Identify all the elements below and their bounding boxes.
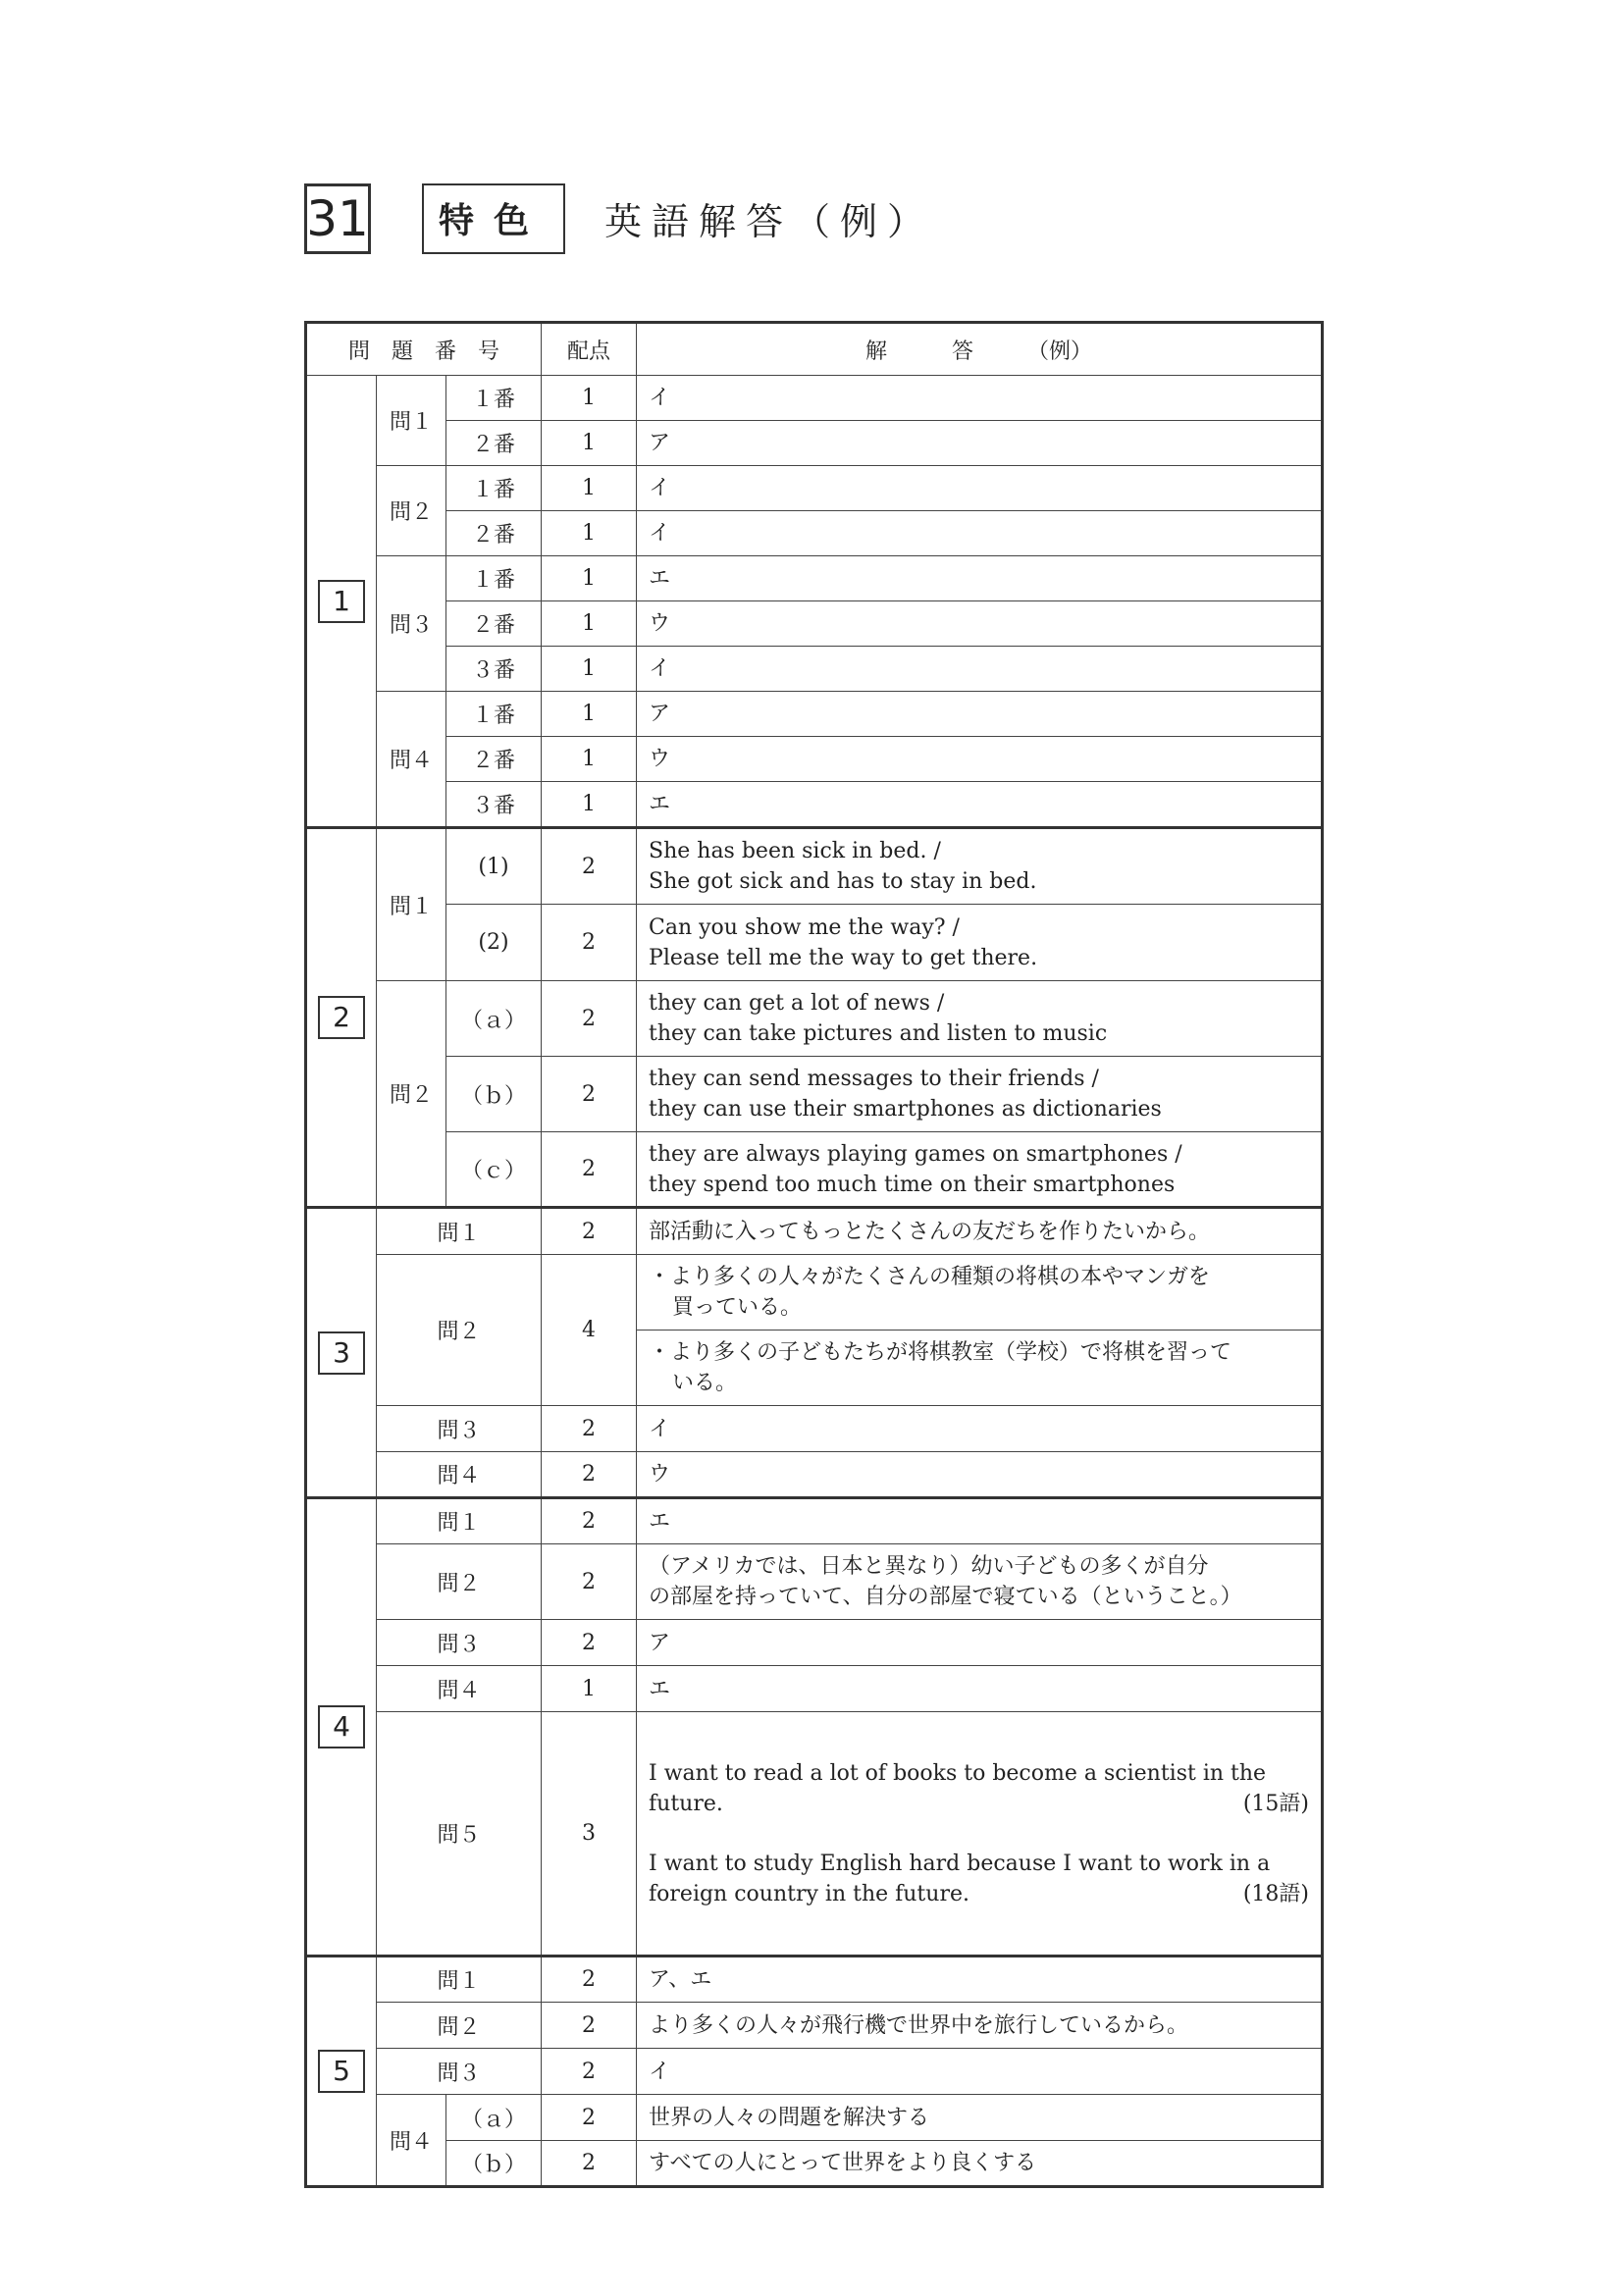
table-row <box>306 1620 1323 1666</box>
answer-cell: ア <box>637 1620 1323 1666</box>
question-label: 問４ <box>377 692 446 828</box>
sub-number: ２番 <box>446 601 542 647</box>
answer-cell: イ <box>637 466 1323 511</box>
points-cell: 3 <box>542 1712 637 1957</box>
table-row <box>306 466 1323 511</box>
answer-cell: ア <box>637 692 1323 737</box>
sub-number: （ａ） <box>446 981 542 1057</box>
points-cell: 1 <box>542 692 637 737</box>
table-row <box>306 1255 1323 1331</box>
points-cell: 1 <box>542 601 637 647</box>
sub-number: (1) <box>446 828 542 905</box>
points-cell: 1 <box>542 466 637 511</box>
points-cell: 1 <box>542 556 637 601</box>
sub-number: （ｃ） <box>446 1132 542 1208</box>
page-header <box>304 182 934 255</box>
question-label: 問１ <box>377 1498 542 1544</box>
answer-cell: ウ <box>637 737 1323 782</box>
table-row <box>306 782 1323 828</box>
question-label: 問２ <box>377 1255 542 1406</box>
table-row <box>306 1712 1323 1957</box>
word-count: (18語) <box>1242 1881 1309 1906</box>
question-label: 問２ <box>377 2003 542 2049</box>
points-cell: 1 <box>542 737 637 782</box>
sub-number: ２番 <box>446 511 542 556</box>
question-label: 問３ <box>377 1406 542 1452</box>
points-cell: 2 <box>542 1544 637 1620</box>
answer-cell: （アメリカでは、日本と異なり）幼い子どもの多くが自分 の部屋を持っていて、自分の部屋で寝ている（ということ。） <box>637 1544 1323 1620</box>
question-label: 問１ <box>377 1957 542 2003</box>
points-cell: 2 <box>542 1957 637 2003</box>
answer-cell: エ <box>637 1666 1323 1712</box>
answer-cell: イ <box>637 2049 1323 2095</box>
points-cell: 2 <box>542 981 637 1057</box>
page-number-box: 31 <box>304 183 371 254</box>
sub-number: (2) <box>446 905 542 981</box>
example-answer-2: I want to study English hard because I want to work in a foreign country in the future. (18語) <box>649 1849 1309 1909</box>
answer-cell: 部活動に入ってもっとたくさんの友だちを作りたいから。 <box>637 1208 1323 1255</box>
points-cell: 1 <box>542 782 637 828</box>
section-3-label: 3 <box>306 1208 377 1498</box>
points-cell: 2 <box>542 1452 637 1498</box>
table-row <box>306 2003 1323 2049</box>
header-answer: 解 答 （例） <box>637 323 1323 376</box>
question-label: 問４ <box>377 1666 542 1712</box>
table-header-row <box>306 323 1323 376</box>
sub-number: １番 <box>446 466 542 511</box>
page-title: 英語解答（例） <box>604 200 935 243</box>
sub-number: （ａ） <box>446 2095 542 2141</box>
table-row <box>306 1057 1323 1132</box>
answer-cell: イ <box>637 376 1323 421</box>
question-label: 問５ <box>377 1712 542 1957</box>
answer-cell: イ <box>637 647 1323 692</box>
table-row <box>306 2049 1323 2095</box>
points-cell: 2 <box>542 1208 637 1255</box>
sub-number: ２番 <box>446 737 542 782</box>
table-row <box>306 1406 1323 1452</box>
points-cell: 2 <box>542 905 637 981</box>
table-row <box>306 1544 1323 1620</box>
sub-number: １番 <box>446 556 542 601</box>
header-question-number: 問 題 番 号 <box>306 323 542 376</box>
points-cell: 2 <box>542 2003 637 2049</box>
answer-cell: ウ <box>637 1452 1323 1498</box>
question-label: 問１ <box>377 376 446 466</box>
points-cell: 2 <box>542 2141 637 2187</box>
points-cell: 1 <box>542 1666 637 1712</box>
answer-cell: ウ <box>637 601 1323 647</box>
answer-cell: they are always playing games on smartphones / they spend too much time on their smartphones <box>637 1132 1323 1208</box>
table-row <box>306 1666 1323 1712</box>
answer-cell: Can you show me the way? / Please tell me the way to get there. <box>637 905 1323 981</box>
table-row <box>306 511 1323 556</box>
table-row <box>306 2141 1323 2187</box>
table-row <box>306 1208 1323 1255</box>
sub-number: １番 <box>446 376 542 421</box>
table-row <box>306 1957 1323 2003</box>
points-cell: 2 <box>542 1057 637 1132</box>
section-5-label: 5 <box>306 1957 377 2187</box>
question-label: 問４ <box>377 1452 542 1498</box>
table-row <box>306 421 1323 466</box>
table-row <box>306 905 1323 981</box>
example-answer-1: I want to read a lot of books to become a scientist in the future. (15語) <box>649 1758 1309 1819</box>
question-label: 問３ <box>377 2049 542 2095</box>
table-row <box>306 828 1323 905</box>
question-label: 問３ <box>377 1620 542 1666</box>
table-row <box>306 981 1323 1057</box>
sub-number: ３番 <box>446 782 542 828</box>
points-cell: 2 <box>542 2049 637 2095</box>
table-row <box>306 376 1323 421</box>
question-label: 問１ <box>377 828 446 981</box>
table-row <box>306 556 1323 601</box>
question-label: 問３ <box>377 556 446 692</box>
answer-cell: they can get a lot of news / they can take pictures and listen to music <box>637 981 1323 1057</box>
answer-cell: すべての人にとって世界をより良くする <box>637 2141 1323 2187</box>
points-cell: 2 <box>542 2095 637 2141</box>
points-cell: 4 <box>542 1255 637 1406</box>
points-cell: 1 <box>542 376 637 421</box>
sub-number: （ｂ） <box>446 1057 542 1132</box>
answer-cell: ア、エ <box>637 1957 1323 2003</box>
points-cell: 2 <box>542 828 637 905</box>
section-2-label: 2 <box>306 828 377 1208</box>
points-cell: 1 <box>542 511 637 556</box>
table-row <box>306 1498 1323 1544</box>
answer-cell: イ <box>637 1406 1323 1452</box>
table-row <box>306 601 1323 647</box>
answer-cell: ・より多くの人々がたくさんの種類の将棋の本やマンガを 買っている。 <box>637 1255 1323 1331</box>
question-label: 問２ <box>377 1544 542 1620</box>
answer-cell: より多くの人々が飛行機で世界中を旅行しているから。 <box>637 2003 1323 2049</box>
points-cell: 2 <box>542 1498 637 1544</box>
table-row <box>306 647 1323 692</box>
header-points: 配点 <box>542 323 637 376</box>
points-cell: 1 <box>542 647 637 692</box>
sub-number: （ｂ） <box>446 2141 542 2187</box>
answer-cell: ・より多くの子どもたちが将棋教室（学校）で将棋を習って いる。 <box>637 1331 1323 1406</box>
question-label: 問４ <box>377 2095 446 2187</box>
answer-cell: She has been sick in bed. / She got sick and has to stay in bed. <box>637 828 1323 905</box>
answer-cell: エ <box>637 556 1323 601</box>
points-cell: 2 <box>542 1132 637 1208</box>
answer-cell <box>637 1712 1323 1957</box>
category-tag: 特色 <box>422 183 565 254</box>
answer-cell: エ <box>637 782 1323 828</box>
question-label: 問２ <box>377 466 446 556</box>
question-label: 問１ <box>377 1208 542 1255</box>
table-row <box>306 692 1323 737</box>
table-row <box>306 2095 1323 2141</box>
points-cell: 2 <box>542 1620 637 1666</box>
answer-cell: 世界の人々の問題を解決する <box>637 2095 1323 2141</box>
section-1-label: 1 <box>306 376 377 828</box>
table-row <box>306 1132 1323 1208</box>
sub-number: ２番 <box>446 421 542 466</box>
answer-cell: イ <box>637 511 1323 556</box>
answer-cell: they can send messages to their friends / they can use their smartphones as dictionaries <box>637 1057 1323 1132</box>
table-row <box>306 1452 1323 1498</box>
table-row <box>306 737 1323 782</box>
answer-table <box>304 321 1324 2188</box>
points-cell: 2 <box>542 1406 637 1452</box>
sub-number: ３番 <box>446 647 542 692</box>
question-label: 問２ <box>377 981 446 1208</box>
answer-cell: エ <box>637 1498 1323 1544</box>
sub-number: １番 <box>446 692 542 737</box>
answer-cell: ア <box>637 421 1323 466</box>
word-count: (15語) <box>1242 1791 1309 1816</box>
points-cell: 1 <box>542 421 637 466</box>
section-4-label: 4 <box>306 1498 377 1957</box>
